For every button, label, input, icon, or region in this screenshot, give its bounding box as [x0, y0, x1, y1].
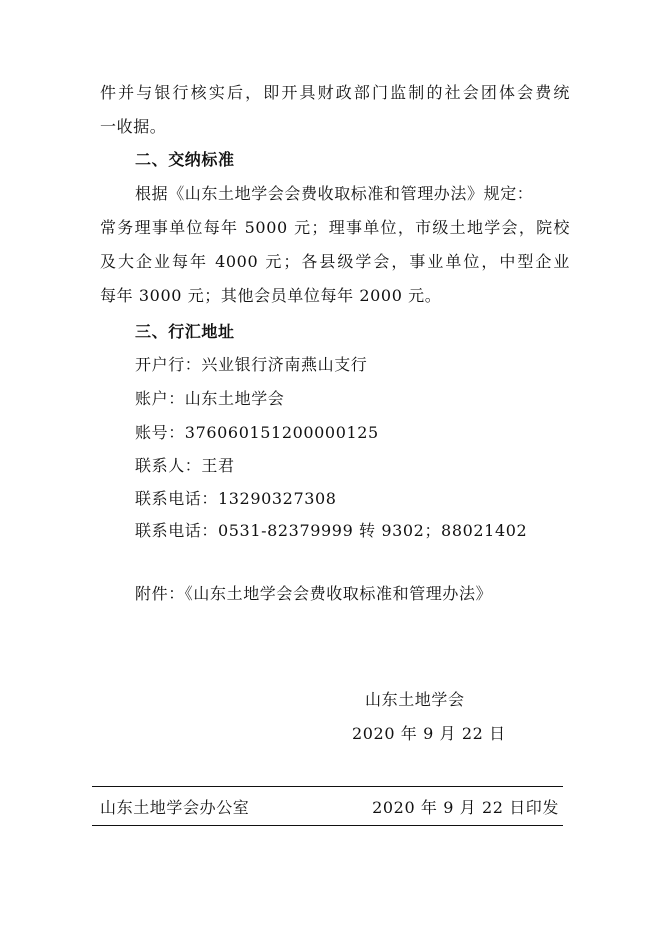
account-name-line: 账户：山东土地学会	[135, 389, 285, 408]
footer-bottom-rule	[92, 825, 563, 826]
contact-person-line: 联系人：王君	[135, 456, 235, 475]
paragraph-2-line-1: 根据《山东土地学会会费收取标准和管理办法》规定：	[135, 184, 534, 203]
footer-issuer: 山东土地学会办公室	[100, 798, 250, 817]
signature-organization: 山东土地学会	[365, 690, 465, 709]
footer-top-rule	[92, 786, 563, 787]
signature-date: 2020 年 9 月 22 日	[352, 724, 506, 743]
phone-line-1: 联系电话：13290327308	[135, 489, 337, 508]
section-2-heading: 二、交纳标准	[135, 150, 235, 169]
paragraph-2-line-3: 及大企业每年 4000 元；各县级学会，事业单位，中型企业	[100, 252, 570, 271]
attachment-line: 附件：《山东土地学会会费收取标准和管理办法》	[135, 584, 493, 603]
paragraph-2-line-2: 常务理事单位每年 5000 元；理事单位，市级土地学会，院校	[100, 218, 570, 237]
paragraph-1-line-1: 件并与银行核实后，即开具财政部门监制的社会团体会费统	[100, 83, 570, 102]
section-3-heading: 三、行汇地址	[135, 322, 235, 341]
bank-name-line: 开户行：兴业银行济南燕山支行	[135, 355, 368, 374]
account-number-line: 账号：376060151200000125	[135, 423, 379, 442]
phone-line-2: 联系电话：0531-82379999 转 9302；88021402	[135, 521, 528, 540]
paragraph-1-line-2: 一收据。	[100, 117, 167, 136]
paragraph-2-line-4: 每年 3000 元；其他会员单位每年 2000 元。	[100, 286, 442, 305]
footer-print-date: 2020 年 9 月 22 日印发	[372, 798, 559, 817]
